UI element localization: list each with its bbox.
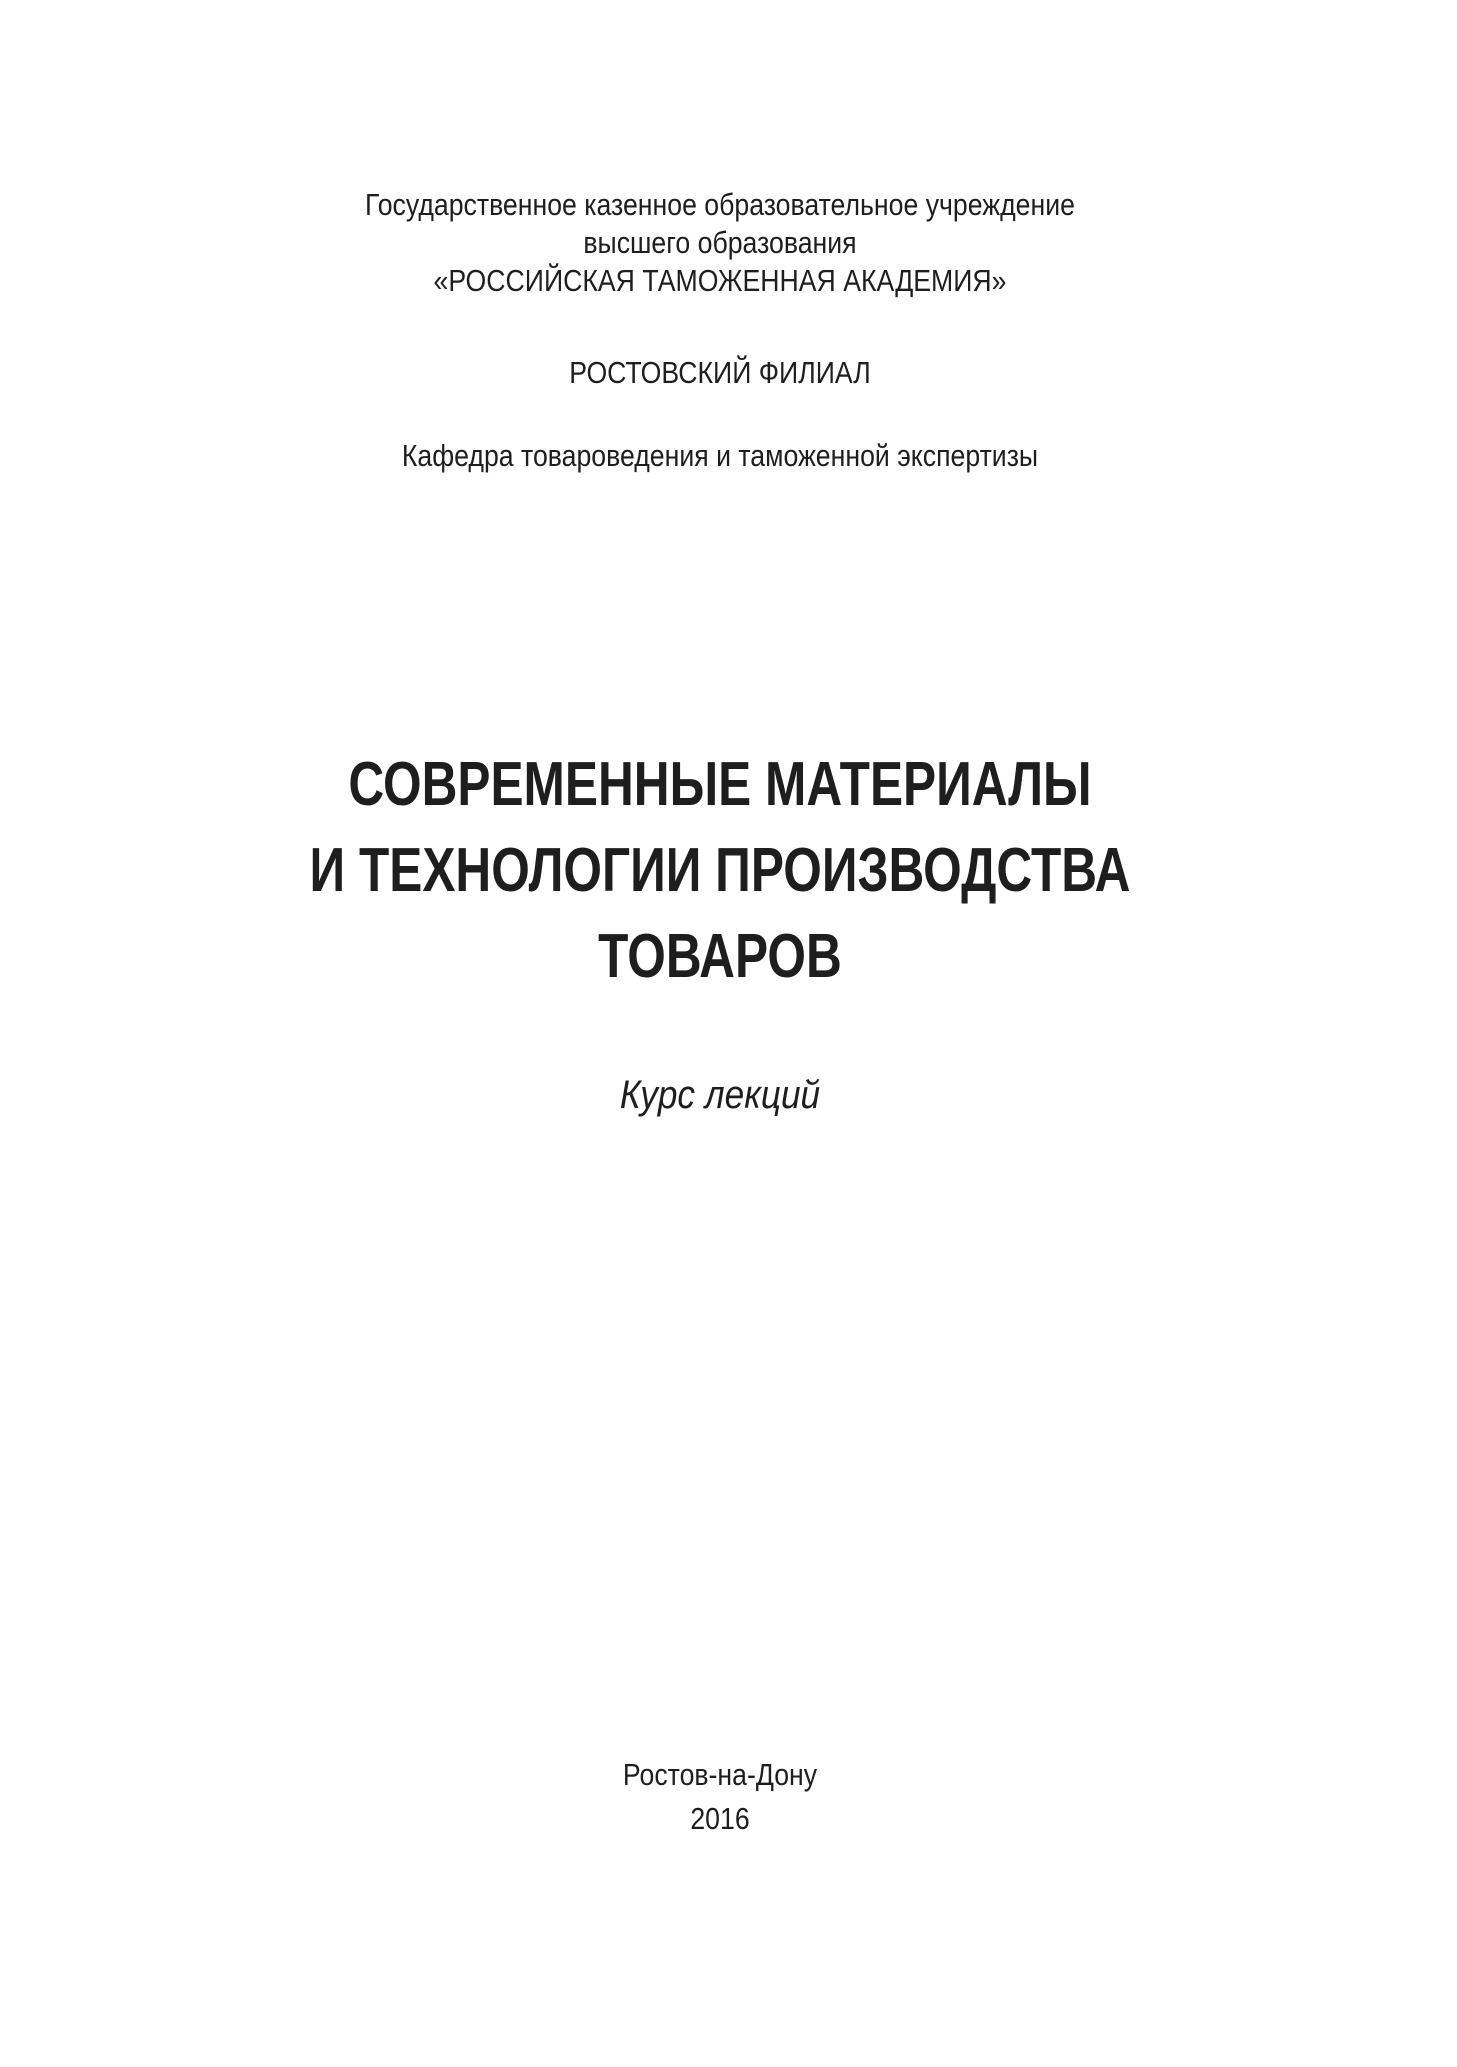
- title-line-3: ТОВАРОВ: [598, 922, 842, 991]
- department-label: Кафедра товароведения и таможенной экспертизы: [401, 438, 1039, 473]
- branch-label: РОСТОВСКИЙ ФИЛИАЛ: [569, 355, 871, 390]
- institution-header: [101, 186, 1339, 300]
- title-line-2: И ТЕХНОЛОГИИ ПРОИЗВОДСТВА: [309, 836, 1131, 905]
- document-subtitle: [86, 1070, 1353, 1120]
- institution-line-2: высшего образования: [583, 225, 857, 260]
- branch-name: [101, 354, 1339, 392]
- institution-name: «РОССИЙСКАЯ ТАМОЖЕННАЯ АКАДЕМИЯ»: [433, 263, 1007, 298]
- imprint-city: Ростов-на-Дону: [622, 1757, 818, 1792]
- subtitle-label: Курс лекций: [619, 1073, 821, 1117]
- document-title: [144, 742, 1296, 1000]
- department-name: [101, 437, 1339, 475]
- imprint-year: 2016: [690, 1801, 750, 1836]
- title-line-1: СОВРЕМЕННЫЕ МАТЕРИАЛЫ: [348, 750, 1092, 819]
- institution-line-1: Государственное казенное образовательное учреждение: [365, 187, 1075, 222]
- imprint: [101, 1753, 1339, 1841]
